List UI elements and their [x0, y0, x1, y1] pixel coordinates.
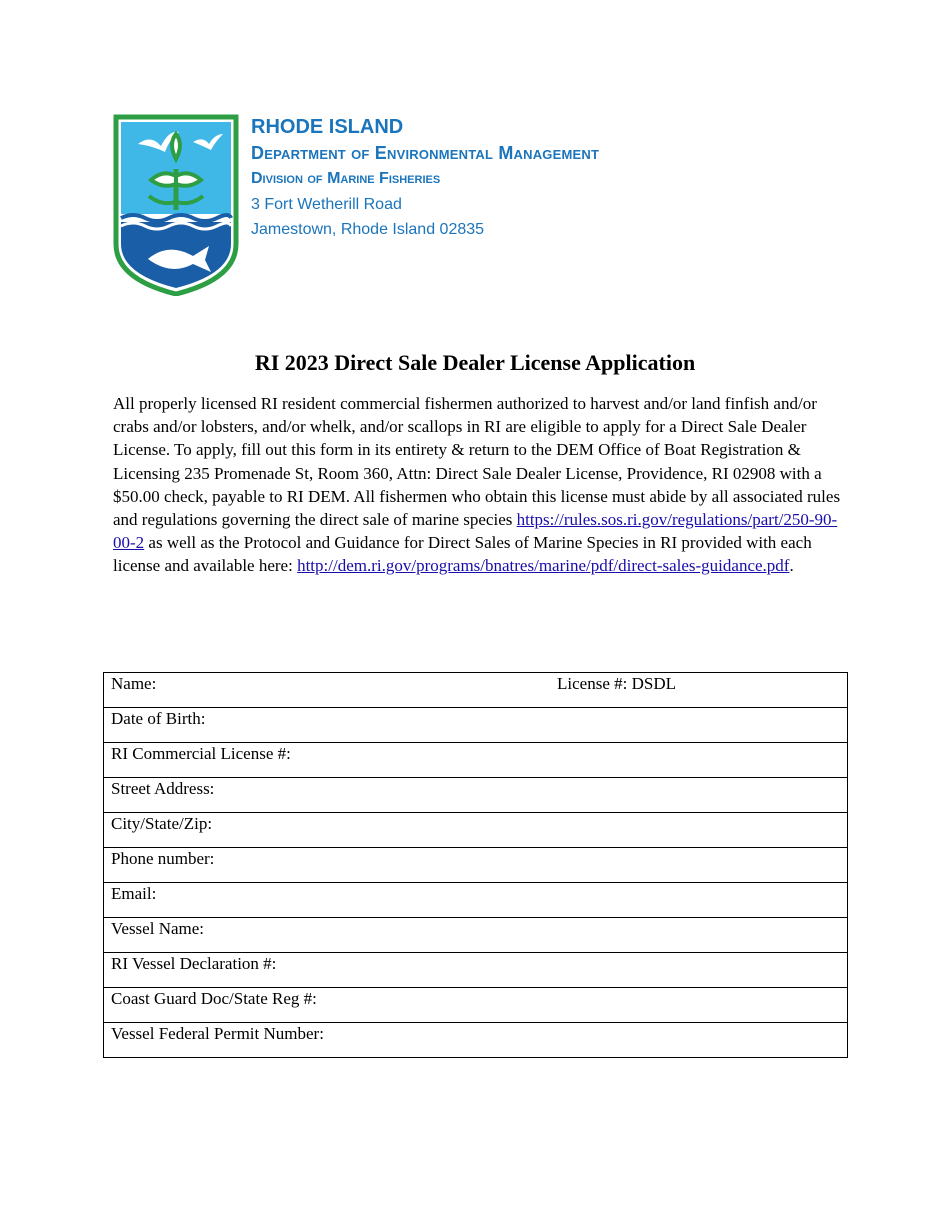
form-row: [104, 1023, 848, 1058]
vessel-name-field[interactable]: Vessel Name:: [104, 918, 848, 953]
form-row: [104, 813, 848, 848]
form-row: [104, 883, 848, 918]
regulations-link[interactable]: https://rules.sos.ri.gov/regulations/part/250-90-00-2: [113, 510, 838, 553]
name-label: Name:: [111, 674, 157, 693]
coast-guard-doc-field[interactable]: Coast Guard Doc/State Reg #:: [104, 988, 848, 1023]
form-row: [104, 988, 848, 1023]
intro-paragraph: [113, 392, 843, 578]
form-row-name: [104, 673, 848, 708]
vessel-federal-permit-field[interactable]: Vessel Federal Permit Number:: [104, 1023, 848, 1058]
agency-address-line1: 3 Fort Wetherill Road: [251, 196, 402, 213]
page-title: RI 2023 Direct Sale Dealer License Application: [254, 350, 696, 375]
date-of-birth-field[interactable]: Date of Birth:: [104, 708, 848, 743]
agency-address-line2: Jamestown, Rhode Island 02835: [251, 221, 485, 238]
form-row: [104, 953, 848, 988]
intro-text-1: All properly licensed RI resident commercial fishermen authorized to harvest and/or land finfish and/or crabs and/or lobsters, and/or whelk, and/or scallops in RI are eligible to apply for a Direct Sale Dealer License. To apply, fill out this form in its entirety & return to the DEM Office of Boat Registration & Licensing 235 Promenade St, Room 360, Attn: Direct Sale Dealer License, Providence, RI 02908 with a $50.00 check, payable to RI DEM. All fishermen who obtain this license must abide by all associated rules and regulations governing the direct sale of marine species: [113, 394, 841, 530]
email-field[interactable]: Email:: [104, 883, 848, 918]
guidance-link[interactable]: http://dem.ri.gov/programs/bnatres/marine/pdf/direct-sales-guidance.pdf: [297, 556, 790, 576]
agency-state: RHODE ISLAND: [251, 116, 404, 138]
agency-info: [251, 114, 599, 242]
form-row: [104, 848, 848, 883]
form-row: [104, 778, 848, 813]
agency-division: Division of Marine Fisheries: [251, 170, 441, 187]
ri-dem-logo-icon: [113, 114, 239, 296]
letterhead: [113, 114, 813, 299]
street-address-field[interactable]: Street Address:: [104, 778, 848, 813]
name-field[interactable]: [104, 673, 848, 708]
form-row: [104, 918, 848, 953]
intro-text-2: as well as the Protocol and Guidance for Direct Sales of Marine Species in RI provided with each license and available here:: [113, 533, 812, 576]
city-state-zip-field[interactable]: City/State/Zip:: [104, 813, 848, 848]
license-number-label: License #: DSDL: [557, 674, 676, 693]
form-row: [104, 708, 848, 743]
phone-number-field[interactable]: Phone number:: [104, 848, 848, 883]
form-row: [104, 743, 848, 778]
ri-vessel-declaration-field[interactable]: RI Vessel Declaration #:: [104, 953, 848, 988]
application-form: [103, 672, 848, 1058]
ri-commercial-license-field[interactable]: RI Commercial License #:: [104, 743, 848, 778]
intro-text-3: .: [789, 556, 794, 576]
agency-department: Department of Environmental Management: [251, 143, 600, 163]
